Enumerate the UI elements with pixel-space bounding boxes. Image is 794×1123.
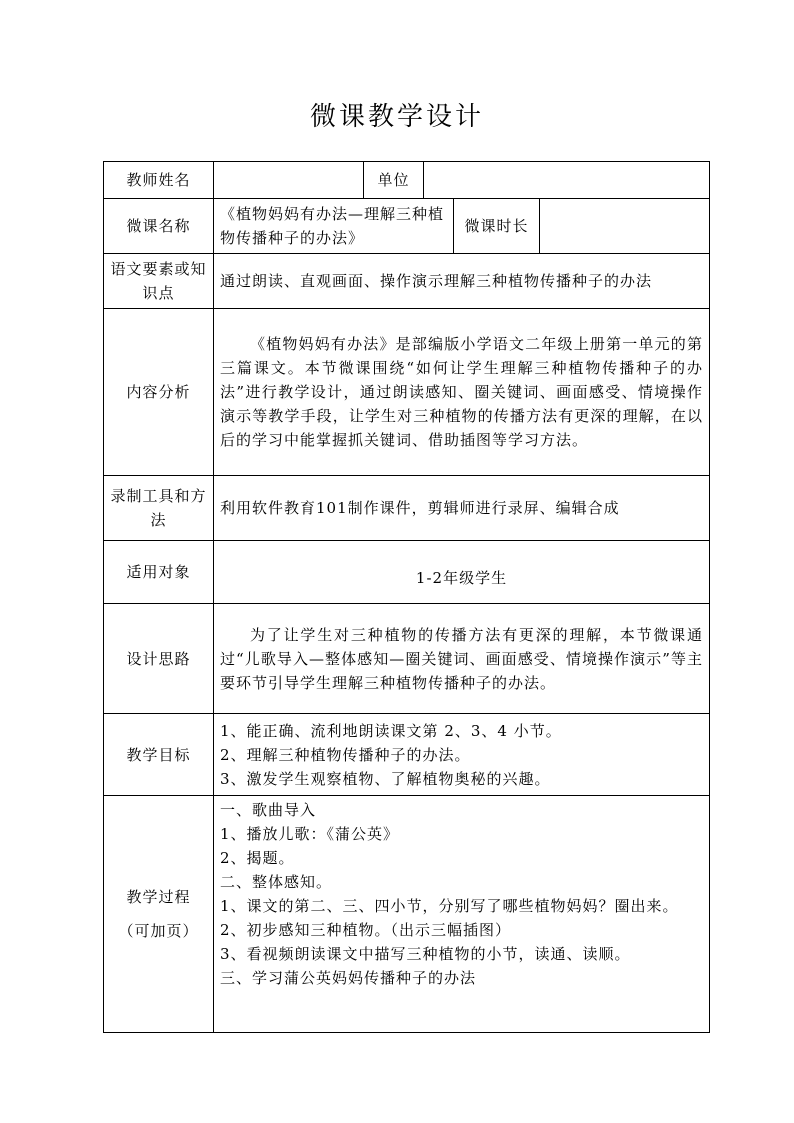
duration-label: 微课时长 bbox=[454, 199, 540, 254]
process-item: 二、整体感知。 bbox=[220, 873, 333, 891]
process-value bbox=[214, 796, 710, 1033]
design-value: 为了让学生对三种植物的传播方法有更深的理解，本节微课通过“儿歌导入—整体感知—圈关键词、画面感受、情境操作演示”等主要环节引导学生理解三种植物传播种子的办法。 bbox=[214, 604, 710, 714]
row-element bbox=[104, 254, 710, 309]
lesson-design-table bbox=[103, 161, 710, 1033]
row-design bbox=[104, 604, 710, 714]
row-process bbox=[104, 796, 710, 1033]
goal-item: 1、能正确、流利地朗读课文第 2、3、4 小节。 bbox=[220, 721, 562, 740]
row-content bbox=[104, 309, 710, 476]
audience-label: 适用对象 bbox=[104, 541, 214, 604]
process-item: 三、学习蒲公英妈妈传播种子的办法 bbox=[220, 969, 477, 987]
teacher-name-label: 教师姓名 bbox=[104, 162, 214, 199]
course-name-label: 微课名称 bbox=[104, 199, 214, 254]
row-tools bbox=[104, 476, 710, 541]
process-item: 1、课文的第二、三、四小节，分别写了哪些植物妈妈？圈出来。 bbox=[220, 897, 679, 915]
process-item: 一、歌曲导入 bbox=[220, 801, 317, 819]
process-item: 2、初步感知三种植物。（出示三幅插图） bbox=[220, 921, 512, 939]
row-teacher bbox=[104, 162, 710, 199]
element-value: 通过朗读、直观画面、操作演示理解三种植物传播种子的办法 bbox=[214, 254, 710, 309]
unit-label: 单位 bbox=[364, 162, 424, 199]
goal-item: 3、激发学生观察植物、了解植物奥秘的兴趣。 bbox=[220, 769, 551, 788]
teacher-name-field[interactable] bbox=[214, 162, 364, 199]
goals-label: 教学目标 bbox=[104, 714, 214, 796]
course-name-value: 《植物妈妈有办法—理解三种植物传播种子的办法》 bbox=[214, 199, 454, 254]
unit-field[interactable] bbox=[424, 162, 710, 199]
audience-value: 1-2年级学生 bbox=[214, 541, 710, 604]
goals-value bbox=[214, 714, 710, 796]
element-label: 语文要素或知识点 bbox=[104, 254, 214, 309]
design-label: 设计思路 bbox=[104, 604, 214, 714]
page-title: 微课教学设计 bbox=[309, 102, 484, 132]
tools-value: 利用软件教育101制作课件，剪辑师进行录屏、编辑合成 bbox=[214, 476, 710, 541]
content-analysis-label: 内容分析 bbox=[104, 309, 214, 476]
process-item: 2、揭题。 bbox=[220, 849, 295, 867]
row-course bbox=[104, 199, 710, 254]
duration-field[interactable] bbox=[540, 199, 710, 254]
row-goals bbox=[104, 714, 710, 796]
goal-item: 2、理解三种植物传播种子的办法。 bbox=[220, 745, 471, 764]
process-item: 1、播放儿歌：《蒲公英》 bbox=[220, 825, 400, 843]
row-audience bbox=[104, 541, 710, 604]
process-label-cell bbox=[104, 796, 214, 1033]
process-label: 教学过程 bbox=[126, 888, 191, 906]
content-analysis-value: 《植物妈妈有办法》是部编版小学语文二年级上册第一单元的第三篇课文。本节微课围绕“如何让学生理解三种植物传播种子的办法”进行教学设计，通过朗读感知、圈关键词、画面感受、情境操作演示等教学手段，让学生对三种植物的传播方法有更深的理解，在以后的学习中能掌握抓关键词、借助插图等学习方法。 bbox=[214, 309, 710, 476]
tools-label: 录制工具和方法 bbox=[104, 476, 214, 541]
process-sub-label: （可加页） bbox=[118, 922, 199, 940]
process-item: 3、看视频朗读课文中描写三种植物的小节，读通、读顺。 bbox=[220, 945, 631, 963]
